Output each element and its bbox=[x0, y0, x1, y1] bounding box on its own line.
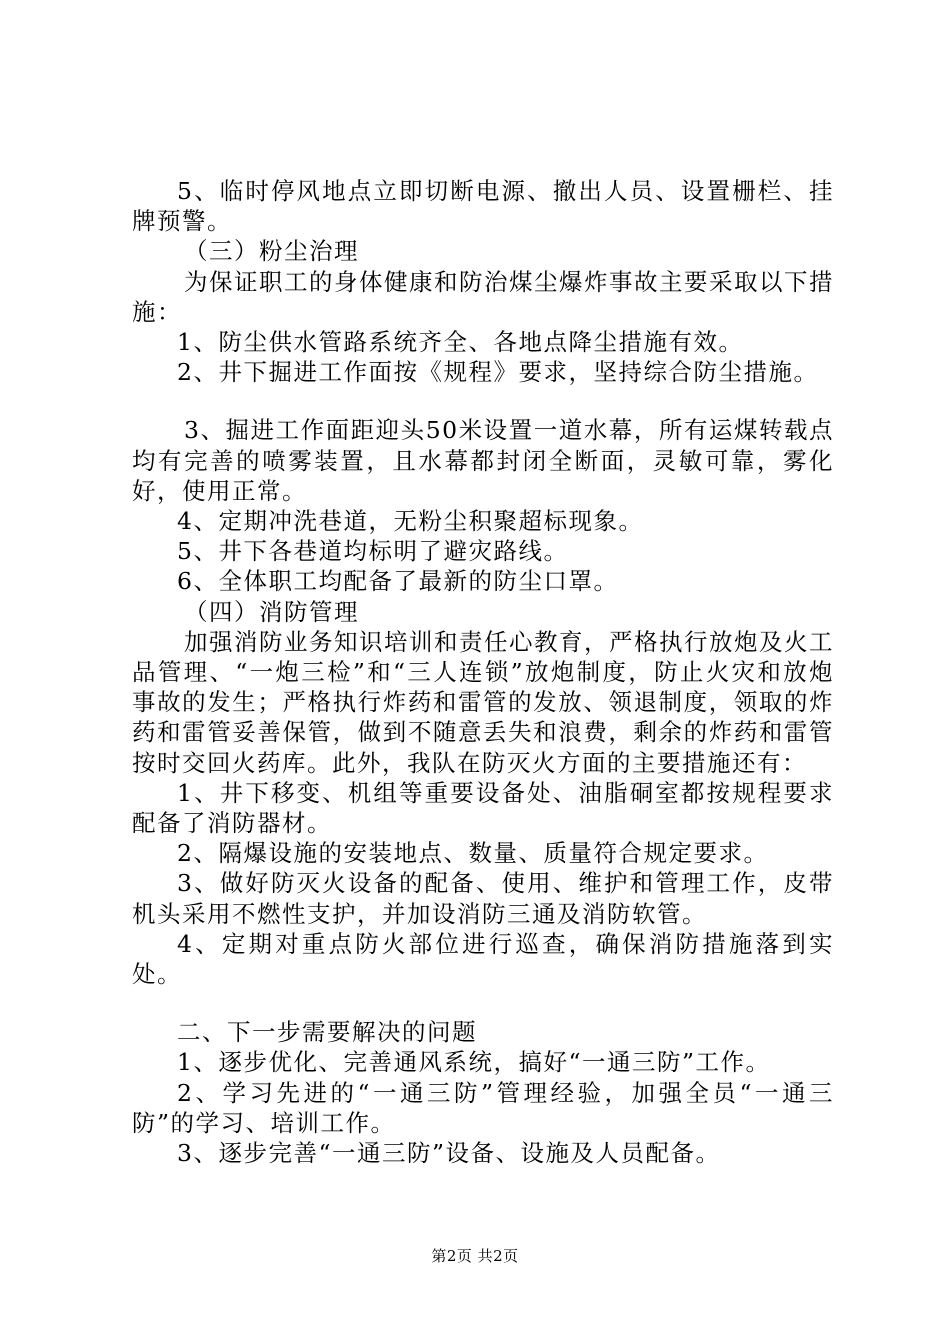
page-footer: 第2页 共2页 bbox=[431, 1247, 519, 1265]
paragraph-next-item-2: 2、学习先进的“一通三防”管理经验，加强全员“一通三防”的学习、培训工作。 bbox=[132, 1078, 834, 1137]
paragraph-dust-intro: 为保证职工的身体健康和防治煤尘爆炸事故主要采取以下措施： bbox=[132, 267, 834, 326]
paragraph-dust-item-2: 2、井下掘进工作面按《规程》要求，坚持综合防尘措施。 bbox=[177, 358, 819, 387]
paragraph-fire-intro: 加强消防业务知识培训和责任心教育，严格执行放炮及火工品管理、“一炮三检”和“三人连锁”放炮制度，防止火灾和放炮事故的发生；严格执行炸药和雷管的发放、领退制度，领取的炸药和雷管妥善保管，做到不随意丢失和浪费，剩余的炸药和雷管按时交回火药库。此外，我队在防灭火方面的主要措施还有： bbox=[132, 627, 834, 777]
section-heading-next-steps: 二、下一步需要解决的问题 bbox=[177, 1018, 477, 1047]
paragraph-dust-item-6: 6、全体职工均配备了最新的防尘口罩。 bbox=[177, 567, 619, 596]
section-heading-fire-management: （四）消防管理 bbox=[184, 597, 359, 626]
document-body bbox=[132, 176, 834, 1168]
section-heading-dust-control: （三）粉尘治理 bbox=[184, 237, 359, 266]
paragraph-fire-item-4: 4、定期对重点防火部位进行巡查，确保消防措施落到实处。 bbox=[132, 929, 834, 989]
paragraph-dust-item-3: 3、掘进工作面距迎头50米设置一道水幕，所有运煤转载点均有完善的喷雾装置，且水幕都封闭全断面，灵敏可靠，雾化好，使用正常。 bbox=[132, 416, 834, 505]
paragraph-dust-item-1: 1、防尘供水管路系统齐全、各地点降尘措施有效。 bbox=[177, 328, 744, 357]
paragraph-next-item-1: 1、逐步优化、完善通风系统，搞好“一通三防”工作。 bbox=[177, 1048, 771, 1077]
paragraph-fire-item-2: 2、隔爆设施的安装地点、数量、质量符合规定要求。 bbox=[177, 839, 769, 868]
paragraph-next-item-3: 3、逐步完善“一通三防”设备、设施及人员配备。 bbox=[177, 1139, 721, 1168]
paragraph-dust-item-5: 5、井下各巷道均标明了避灾路线。 bbox=[177, 537, 569, 566]
paragraph-fire-item-1: 1、井下移变、机组等重要设备处、油脂硐室都按规程要求配备了消防器材。 bbox=[132, 778, 834, 838]
paragraph-item-5-ventilation: 5、临时停风地点立即切断电源、撤出人员、设置栅栏、挂牌预警。 bbox=[132, 177, 834, 236]
paragraph-dust-item-4: 4、定期冲洗巷道，无粉尘积聚超标现象。 bbox=[177, 507, 644, 536]
paragraph-fire-item-3: 3、做好防灭火设备的配备、使用、维护和管理工作，皮带机头采用不燃性支护，并加设消防三通及消防软管。 bbox=[132, 869, 834, 928]
